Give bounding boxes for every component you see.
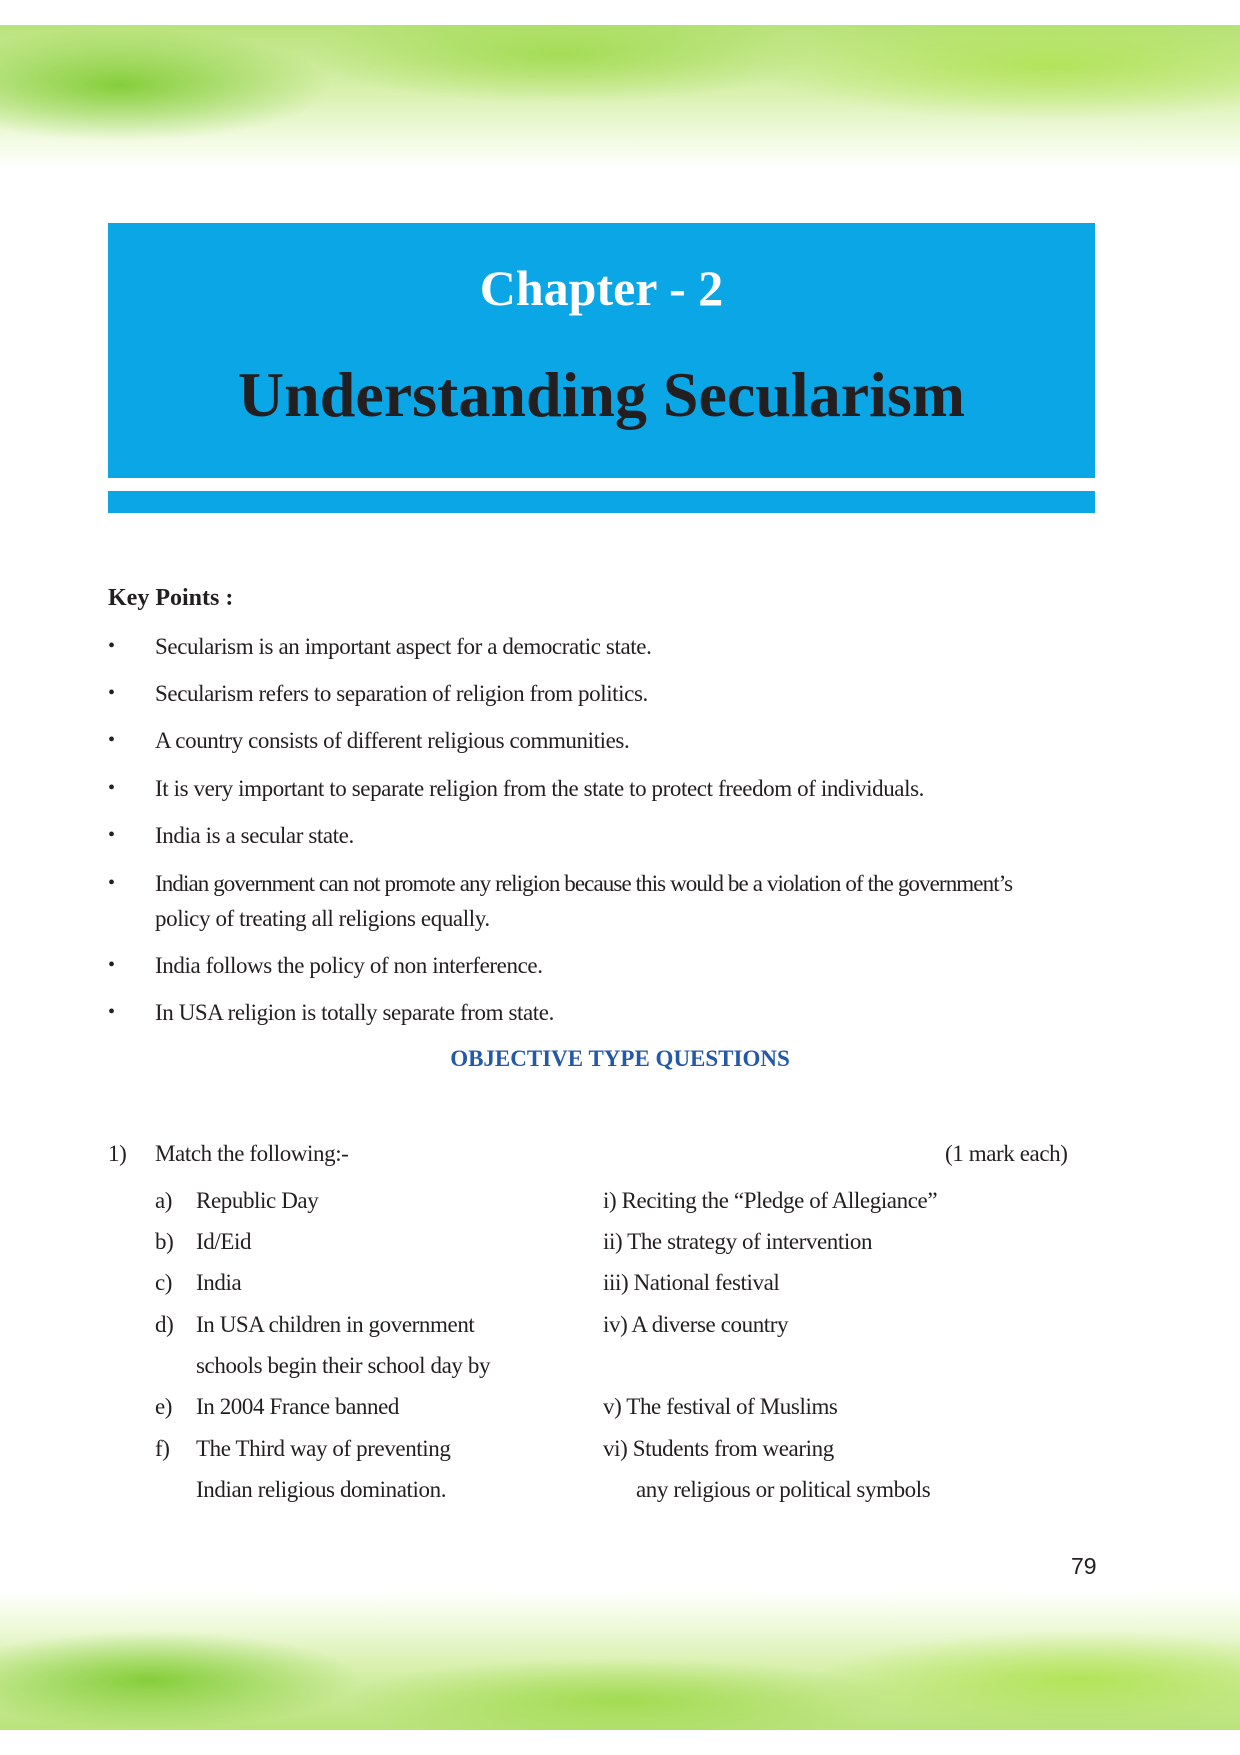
question-number: 1)	[108, 1141, 127, 1166]
match-left-item: In USA children in government	[196, 1312, 475, 1337]
key-point: India is a secular state.	[155, 823, 354, 848]
bullet-icon: •	[108, 824, 116, 846]
bullet-icon: •	[108, 777, 116, 799]
bullet-icon: •	[108, 1001, 116, 1023]
bullet-icon: •	[108, 635, 116, 657]
bullet-icon: •	[108, 729, 116, 751]
match-left-label: f)	[155, 1436, 170, 1461]
bottom-decorative-band	[0, 1590, 1240, 1730]
key-point: In USA religion is totally separate from state.	[155, 1000, 554, 1025]
chapter-title-box	[108, 223, 1095, 478]
match-right-item: vi) Students from wearing	[603, 1436, 834, 1461]
match-left-label: d)	[155, 1312, 174, 1337]
key-points-heading: Key Points :	[108, 585, 234, 611]
chapter-title: Understanding Secularism	[237, 359, 966, 430]
match-left-label: a)	[155, 1188, 173, 1213]
key-point: A country consists of different religious communities.	[155, 728, 630, 753]
match-left-item: In 2004 France banned	[196, 1394, 400, 1419]
match-right-item: iv) A diverse country	[603, 1312, 789, 1337]
top-decorative-band	[0, 25, 1240, 170]
match-left-item: Id/Eid	[196, 1229, 252, 1254]
bullet-icon: •	[108, 872, 116, 894]
match-right-item: i) Reciting the “Pledge of Allegiance”	[603, 1188, 938, 1213]
match-left-item-continuation: schools begin their school day by	[196, 1353, 491, 1378]
title-underline-bar	[108, 491, 1095, 513]
objective-questions-heading: OBJECTIVE TYPE QUESTIONS	[450, 1046, 790, 1071]
key-point: India follows the policy of non interference.	[155, 953, 543, 978]
match-left-item: India	[196, 1270, 242, 1295]
match-left-label: c)	[155, 1270, 173, 1295]
match-right-item-continuation: any religious or political symbols	[636, 1477, 931, 1502]
key-point: It is very important to separate religion from the state to protect freedom of individuals.	[155, 776, 925, 801]
bullet-icon: •	[108, 954, 116, 976]
key-point: Secularism refers to separation of religion from politics.	[155, 681, 648, 706]
match-left-item: Republic Day	[196, 1188, 319, 1213]
match-left-item-continuation: Indian religious domination.	[196, 1477, 447, 1502]
question-marks: (1 mark each)	[945, 1141, 1068, 1166]
page-number: 79	[1071, 1553, 1097, 1579]
match-left-item: The Third way of preventing	[196, 1436, 451, 1461]
match-right-item: v) The festival of Muslims	[603, 1394, 838, 1419]
question-text: Match the following:-	[155, 1141, 349, 1166]
key-point: Indian government can not promote any religion because this would be a violation of the government’s	[155, 871, 1013, 896]
match-right-item: ii) The strategy of intervention	[603, 1229, 873, 1254]
match-left-label: e)	[155, 1394, 173, 1419]
key-point: Secularism is an important aspect for a democratic state.	[155, 634, 652, 659]
match-left-label: b)	[155, 1229, 174, 1254]
chapter-number: Chapter - 2	[479, 260, 724, 316]
key-point-continuation: policy of treating all religions equally.	[155, 906, 490, 931]
bullet-icon: •	[108, 682, 116, 704]
match-right-item: iii) National festival	[603, 1270, 780, 1295]
